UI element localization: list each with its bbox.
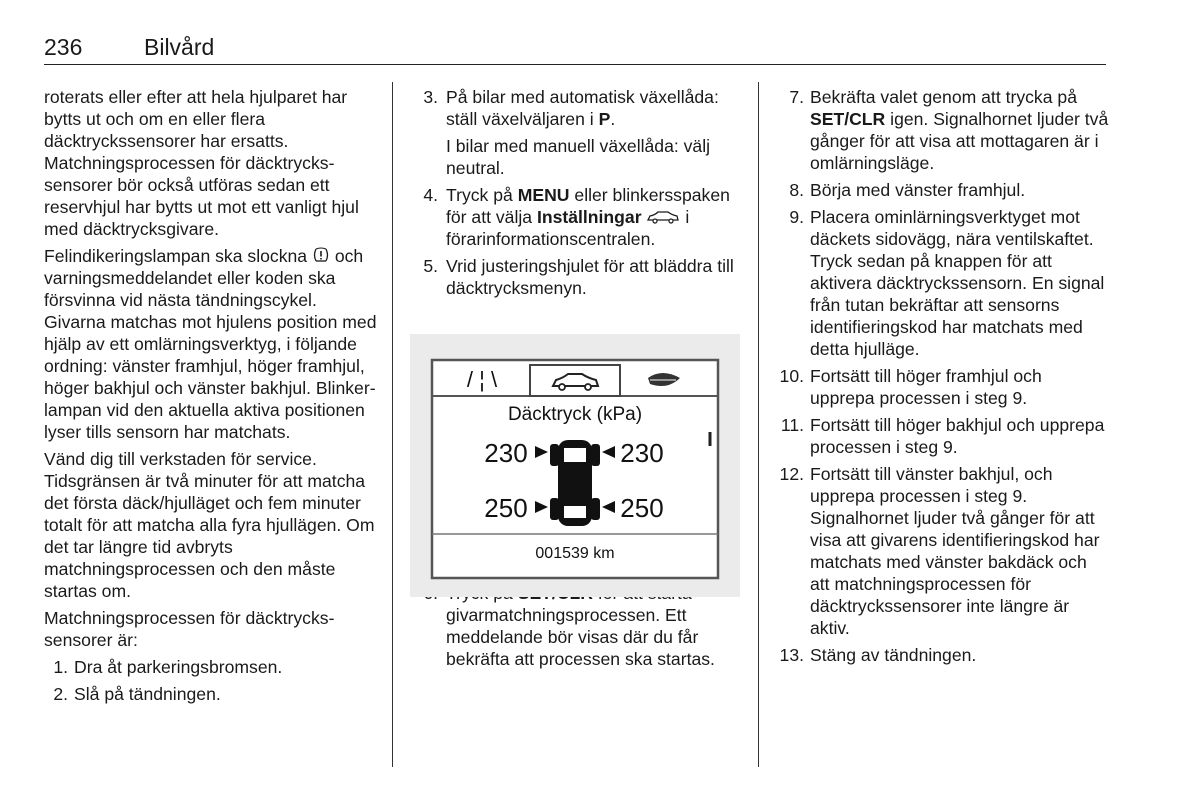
rear-right-pressure: 250 bbox=[620, 493, 664, 523]
list-number: 4. bbox=[423, 185, 438, 205]
list-item bbox=[44, 656, 379, 678]
column-divider bbox=[758, 82, 759, 767]
gear-p-label: P bbox=[598, 109, 611, 129]
list-number: 5. bbox=[423, 256, 438, 276]
list-text: eller blinkersspaken för att välja bbox=[446, 185, 730, 227]
list-text: Stäng av tändningen. bbox=[810, 645, 977, 665]
list-text: i förarinformationscentralen. bbox=[446, 207, 690, 249]
chapter-title: Bilvård bbox=[144, 34, 215, 60]
list-text: Placera ominlärningsverktyget mot däckets sidovägg, nära ventilskaftet. Tryck sedan på knappen för att aktivera däcktryckssensorn. En signal från tutan bekräftar att sensorns identifieringskod har matchats med detta hjulläge. bbox=[810, 207, 1105, 359]
list-text: Fortsätt till höger framhjul och upprepa processen i steg 9. bbox=[810, 366, 1042, 408]
list-number: 8. bbox=[789, 180, 804, 200]
odometer: 001539 km bbox=[535, 545, 615, 562]
column-right bbox=[778, 86, 1111, 671]
list-item bbox=[778, 206, 1111, 360]
list-text: Slå på tändningen. bbox=[74, 684, 221, 704]
tire-pressure-display-figure bbox=[410, 334, 740, 597]
list-item bbox=[778, 86, 1111, 174]
rear-left-pressure: 250 bbox=[484, 493, 528, 523]
page-header bbox=[44, 34, 1106, 65]
list-text: igen. Signalhornet ljuder två gånger för att visa att mottagaren är i omlärningsläge. bbox=[810, 109, 1109, 173]
paragraph: roterats eller efter att hela hjulparet har bytts ut och om en eller flera däcktryckssensorer har ersatts. Matchningsprocessen för däcktryckssensorer bör också utföras sedan ett reservhjul har bytts ut mot ett vanligt hjul med däcktrycksgivare. bbox=[44, 87, 359, 239]
list-text: . bbox=[610, 109, 616, 129]
list-number: 2. bbox=[53, 684, 68, 704]
list-item bbox=[778, 179, 1111, 201]
front-right-pressure: 230 bbox=[620, 438, 664, 468]
list-text: Vrid justeringshjulet för att bläddra till däcktrycksmenyn. bbox=[446, 256, 734, 298]
list-text: Bekräfta valet genom att trycka på bbox=[810, 87, 1077, 107]
list-text: Börja med vänster framhjul. bbox=[810, 180, 1026, 200]
list-number: 11. bbox=[780, 415, 804, 435]
list-item bbox=[778, 463, 1111, 639]
list-number: 3. bbox=[423, 87, 438, 107]
list-text: Dra åt parkeringsbromsen. bbox=[74, 657, 283, 677]
list-number: 10. bbox=[779, 366, 804, 386]
list-text: Tryck på bbox=[446, 185, 513, 205]
list-number: 7. bbox=[789, 87, 804, 107]
list-text: Fortsätt till höger bakhjul och upprepa processen i steg 9. bbox=[810, 415, 1105, 457]
list-text: givarmatchningsprocessen. Ett meddelande bör visas där du får bekräfta att processen ska startas. bbox=[446, 605, 715, 669]
list-number: 13. bbox=[779, 645, 804, 665]
paragraph-text: och varningsmeddelandet eller koden ska försvinna vid nästa tändningscykel. Givarna matchas mot hjulens position med hjälp av ett omlärningsverktyg, i följande ordning: vänster framhjul, höger framhjul, höger bakhjul och vänster bakhjul. Blinkerlampan vid den aktuella aktiva positionen lyser tills sensorn har matchats. bbox=[44, 246, 377, 442]
list-text: Fortsätt till vänster bakhjul, och upprepa processen i steg 9. Signalhornet ljuder två gånger för att visa att givarens identifieringskod har matchats med vänster bakdäck och att matchningsprocessen för däcktryckssensorer inte längre är aktiv. bbox=[810, 464, 1100, 638]
front-left-pressure: 230 bbox=[484, 438, 528, 468]
list-item bbox=[416, 255, 741, 299]
display-title: Däcktryck (kPa) bbox=[507, 404, 643, 425]
column-divider bbox=[392, 82, 393, 767]
list-item bbox=[416, 184, 741, 250]
list-number: 12. bbox=[779, 464, 804, 484]
list-number: 1. bbox=[53, 657, 68, 677]
list-item bbox=[778, 644, 1111, 666]
set-clr-label: SET/CLR bbox=[810, 109, 886, 129]
tab-trip-icon: / ¦ \ bbox=[466, 367, 498, 392]
settings-label: Inställningar bbox=[536, 207, 642, 227]
paragraph-text: Felindikeringslampan ska slockna bbox=[44, 246, 308, 266]
list-subtext: I bilar med manuell växellåda: välj neutral. bbox=[446, 136, 711, 178]
page-number: 236 bbox=[44, 34, 83, 60]
paragraph: Vänd dig till verkstaden för service. Tidsgränsen är två minuter för att matcha det första däck/hjulläget och fem minuter totalt för att matcha alla fyra hjullägen. Om det tar längre tid avbryts matchningsprocessen och den måste startas om. bbox=[44, 449, 375, 601]
display-illustration bbox=[410, 334, 740, 597]
list-text: På bilar med automatisk växellåda: ställ växelväljaren i bbox=[446, 87, 719, 129]
list-item bbox=[778, 365, 1111, 409]
tab-car-selected bbox=[530, 365, 620, 396]
column-left bbox=[44, 86, 379, 710]
list-item bbox=[44, 683, 379, 705]
car-icon bbox=[646, 210, 680, 224]
paragraph bbox=[44, 245, 379, 443]
list-item bbox=[416, 86, 741, 130]
tire-pressure-warning-icon bbox=[312, 246, 330, 264]
menu-button-label: MENU bbox=[517, 185, 570, 205]
paragraph: Matchningsprocessen för däcktryckssensorer är: bbox=[44, 608, 335, 650]
list-item bbox=[778, 414, 1111, 458]
list-number: 9. bbox=[789, 207, 804, 227]
